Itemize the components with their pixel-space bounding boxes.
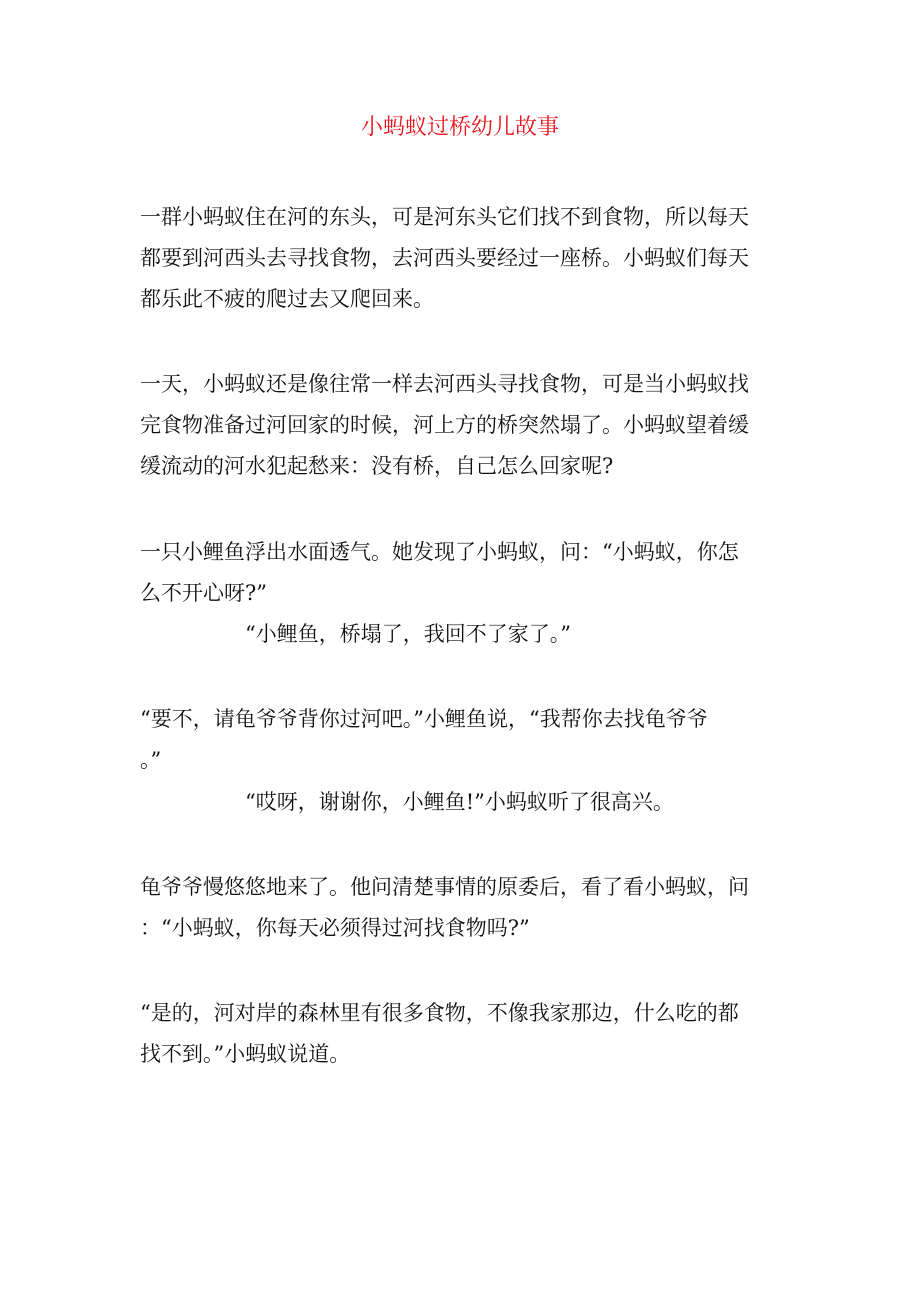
paragraph-line: 。” <box>140 748 162 772</box>
paragraph-line: ：“小蚂蚁，你每天必须得过河找食物吗?” <box>140 916 530 940</box>
paragraph-line: “要不，请龟爷爷背你过河吧。”小鲤鱼说，“我帮你去找龟爷爷 <box>140 707 708 731</box>
paragraph-line: 一天，小蚂蚁还是像往常一样去河西头寻找食物，可是当小蚂蚁找 <box>140 372 749 396</box>
paragraph-line: 都要到河西头去寻找食物，去河西头要经过一座桥。小蚂蚁们每天 <box>140 246 749 270</box>
document-title: 小蚂蚁过桥幼儿故事 <box>360 115 559 140</box>
paragraph-line: 缓流动的河水犯起愁来：没有桥，自己怎么回家呢? <box>140 454 614 478</box>
paragraph-line: 都乐此不疲的爬过去又爬回来。 <box>140 287 434 311</box>
paragraph-line: 一只小鲤鱼浮出水面透气。她发现了小蚂蚁，问：“小蚂蚁，你怎 <box>140 540 739 564</box>
paragraph-line: “小鲤鱼，桥塌了，我回不了家了。” <box>245 622 571 646</box>
paragraph-line: “哎呀，谢谢你，小鲤鱼!”小蚂蚁听了很高兴。 <box>245 790 674 814</box>
paragraph-line: 龟爷爷慢悠悠地来了。他问清楚事情的原委后，看了看小蚂蚁，问 <box>140 875 749 899</box>
paragraph-line: 完食物准备过河回家的时候，河上方的桥突然塌了。小蚂蚁望着缓 <box>140 413 749 437</box>
paragraph-line: 么不开心呀?” <box>140 581 267 605</box>
paragraph-line: 一群小蚂蚁住在河的东头，可是河东头它们找不到食物，所以每天 <box>140 205 749 229</box>
paragraph-line: “是的，河对岸的森林里有很多食物，不像我家那边，什么吃的都 <box>140 1001 739 1025</box>
paragraph-line: 找不到。”小蚂蚁说道。 <box>140 1042 351 1066</box>
